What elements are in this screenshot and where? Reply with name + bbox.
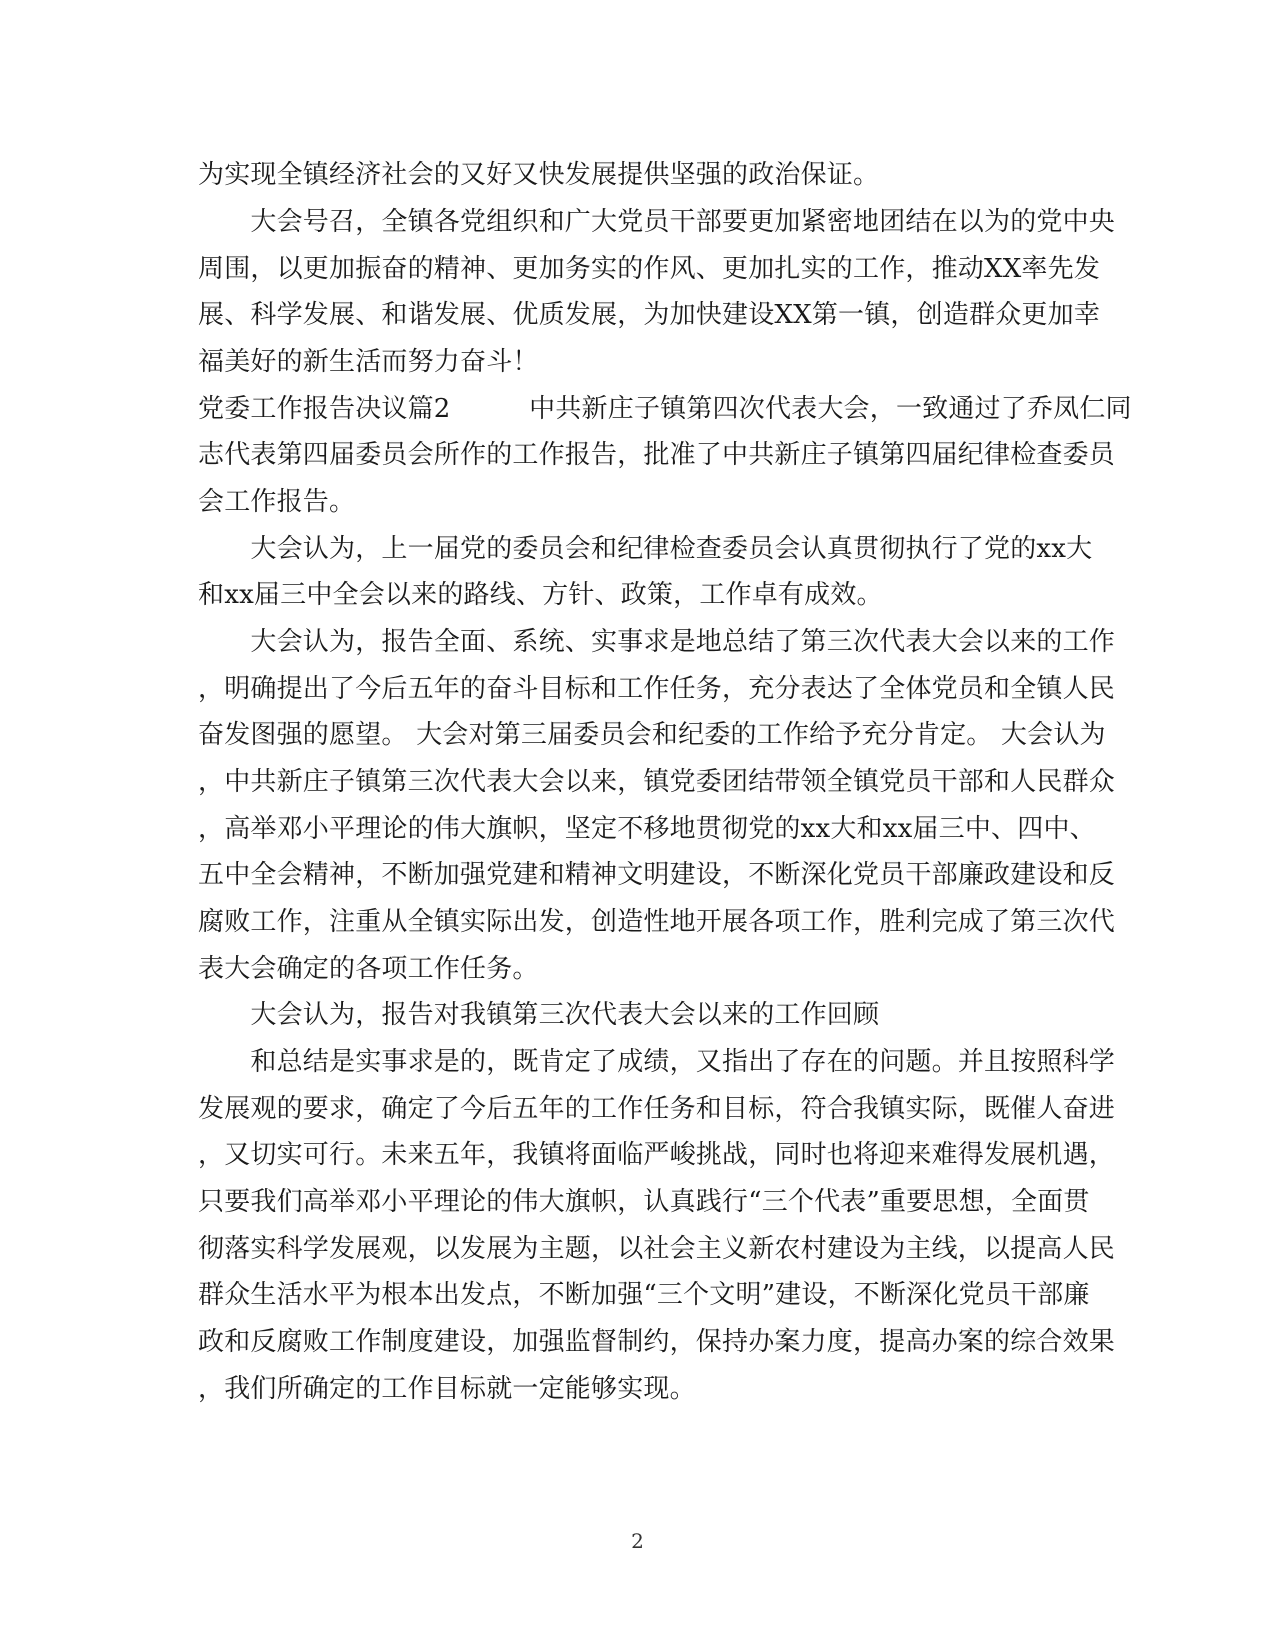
text-line: 展、科学发展、和谐发展、优质发展，为加快建设XX第一镇，创造群众更加幸 — [198, 300, 1101, 330]
text-line: 为实现全镇经济社会的又好又快发展提供坚强的政治保证。 — [198, 160, 880, 190]
text-line: 五中全会精神，不断加强党建和精神文明建设，不断深化党员干部廉政建设和反 — [198, 860, 1116, 890]
text-line: 大会认为，报告对我镇第三次代表大会以来的工作回顾 — [198, 1000, 880, 1030]
text-line: 只要我们高举邓小平理论的伟大旗帜，认真践行“三个代表”重要思想，全面贯 — [198, 1187, 1090, 1217]
text-line: ，明确提出了今后五年的奋斗目标和工作任务，充分表达了全体党员和全镇人民 — [198, 674, 1116, 704]
text-line: ，我们所确定的工作目标就一定能够实现。 — [198, 1374, 696, 1404]
text-line: 奋发图强的愿望。 大会对第三届委员会和纪委的工作给予充分肯定。 大会认为 — [198, 720, 1106, 750]
text-line: 政和反腐败工作制度建设，加强监督制约，保持办案力度，提高办案的综合效果 — [198, 1327, 1116, 1357]
page-number: 2 — [631, 1529, 644, 1553]
text-line: 群众生活水平为根本出发点，不断加强“三个文明”建设，不断深化党员干部廉 — [198, 1280, 1090, 1310]
text-line: 会工作报告。 — [198, 487, 356, 517]
text-line: 周围，以更加振奋的精神、更加务实的作风、更加扎实的工作，推动XX率先发 — [198, 254, 1101, 284]
text-line: 腐败工作，注重从全镇实际出发，创造性地开展各项工作，胜利完成了第三次代 — [198, 907, 1116, 937]
text-line: 大会认为，报告全面、系统、实事求是地总结了第三次代表大会以来的工作 — [198, 627, 1116, 657]
text-line: 福美好的新生活而努力奋斗！ — [198, 347, 539, 377]
text-line: 和总结是实事求是的，既肯定了成绩，又指出了存在的问题。并且按照科学 — [198, 1047, 1116, 1077]
text-line: 党委工作报告决议篇2 中共新庄子镇第四次代表大会，一致通过了乔凤仁同 — [198, 394, 1132, 424]
text-line: 发展观的要求，确定了今后五年的工作任务和目标，符合我镇实际，既催人奋进 — [198, 1094, 1116, 1124]
text-line: ，又切实可行。未来五年，我镇将面临严峻挑战，同时也将迎来难得发展机遇， — [198, 1140, 1116, 1170]
text-line: 大会认为，上一届党的委员会和纪律检查委员会认真贯彻执行了党的xx大 — [198, 534, 1093, 564]
text-line: ，高举邓小平理论的伟大旗帜，坚定不移地贯彻党的xx大和xx届三中、四中、 — [198, 814, 1096, 844]
text-line: ，中共新庄子镇第三次代表大会以来，镇党委团结带领全镇党员干部和人民群众 — [198, 767, 1116, 797]
text-line: 和xx届三中全会以来的路线、方针、政策，工作卓有成效。 — [198, 580, 883, 610]
text-line: 大会号召，全镇各党组织和广大党员干部要更加紧密地团结在以为的党中央 — [198, 207, 1116, 237]
text-line: 表大会确定的各项工作任务。 — [198, 954, 539, 984]
text-line: 志代表第四届委员会所作的工作报告，批准了中共新庄子镇第四届纪律检查委员 — [198, 440, 1116, 470]
text-line: 彻落实科学发展观，以发展为主题，以社会主义新农村建设为主线，以提高人民 — [198, 1234, 1116, 1264]
